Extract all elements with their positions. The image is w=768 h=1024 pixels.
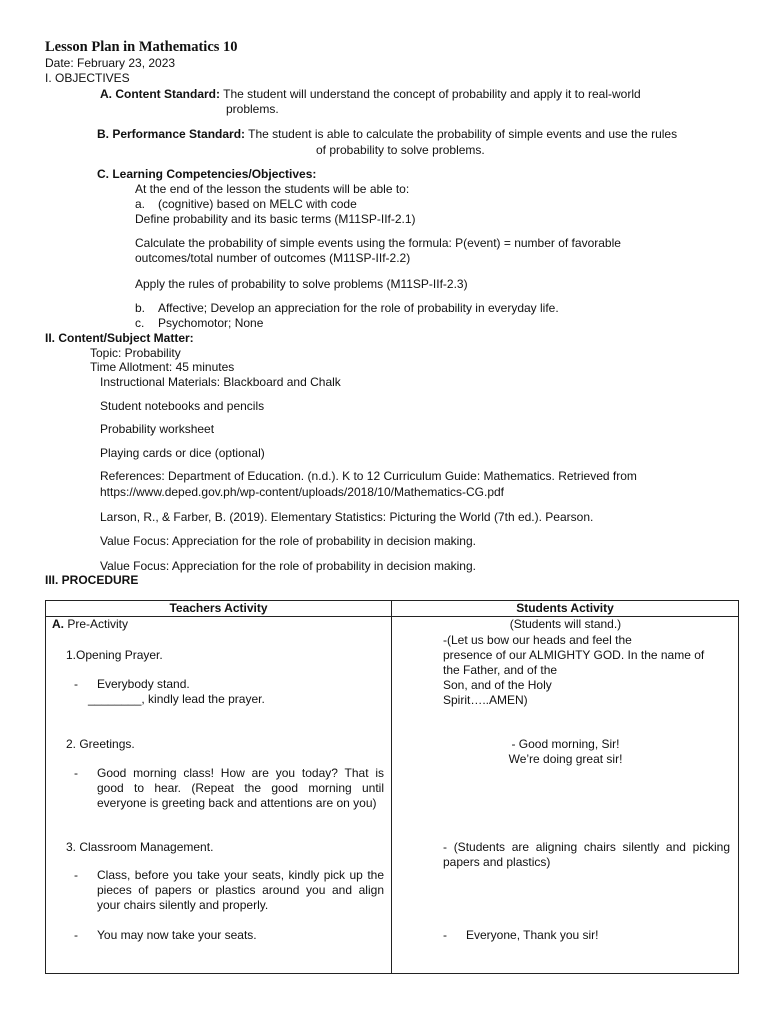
value-focus-1: Value Focus: Appreciation for the role of probability in decision making. [100, 534, 476, 548]
bullet-dash: - [74, 868, 78, 882]
prayer-line-1: -(Let us bow our heads and feel the [443, 633, 632, 647]
bullet-dash: - [443, 928, 447, 942]
topic: Topic: Probability [90, 346, 181, 360]
objectives-heading: I. OBJECTIVES [45, 71, 130, 85]
greeting-instructions: Good morning class! How are you today? That is good to hear. (Repeat the good morning until everyone is greeting back and attentions are on you) [97, 766, 384, 810]
performance-standard-text: The student is able to calculate the probability of simple events and use the rules [245, 127, 678, 141]
students-aligning: - (Students are aligning chairs silently and picking papers and plastics) [443, 840, 730, 869]
bullet-dash: - [74, 766, 78, 780]
classroom-management: 3. Classroom Management. [66, 840, 214, 854]
objective-b-text: Affective; Develop an appreciation for the role of probability in everyday life. [158, 301, 559, 315]
take-seats: You may now take your seats. [97, 928, 257, 942]
instructional-materials: Instructional Materials: Blackboard and Chalk [100, 375, 341, 389]
objective-c-marker: c. [135, 316, 145, 330]
lesson-date: Date: February 23, 2023 [45, 56, 176, 70]
material-worksheet: Probability worksheet [100, 422, 215, 436]
classroom-instructions: Class, before you take your seats, kindly pick up the pieces of papers or plastics around you and align your chairs silently and properly. [97, 868, 384, 912]
students-stand: (Students will stand.) [509, 617, 622, 631]
pre-activity: A. Pre-Activity [52, 617, 129, 631]
competencies-intro: At the end of the lesson the students will be able to: [135, 182, 410, 196]
procedure-table [45, 600, 739, 974]
objective-a-marker: a. [135, 197, 146, 211]
objective-3: Apply the rules of probability to solve problems (M11SP-IIf-2.3) [135, 277, 468, 291]
content-standard-line [100, 87, 641, 102]
reference-1-link: https://www.deped.gov.ph/wp-content/uploads/2018/10/Mathematics-CG.pdf [100, 485, 505, 499]
prayer-line-3: the Father, and of the [443, 663, 558, 677]
student-greeting-1: - Good morning, Sir! [511, 737, 620, 751]
content-heading: II. Content/Subject Matter: [45, 331, 194, 345]
prayer-line-2: presence of our ALMIGHTY GOD. In the name of [443, 648, 705, 662]
everybody-stand: Everybody stand. [97, 677, 190, 691]
bullet-dash: - [74, 928, 78, 942]
objective-1: Define probability and its basic terms (M11SP-IIf-2.1) [135, 212, 416, 226]
student-greeting-2: We’re doing great sir! [508, 752, 623, 766]
reference-1-line1: References: Department of Education. (n.d.). K to 12 Curriculum Guide: Mathematics. Retrieved from [100, 469, 637, 483]
material-notebooks: Student notebooks and pencils [100, 399, 265, 413]
content-standard-text: The student will understand the concept of probability and apply it to real-world [220, 87, 641, 101]
teacher-cell [46, 617, 392, 974]
performance-standard-label: B. Performance Standard: [97, 127, 246, 141]
competencies-label: C. Learning Competencies/Objectives: [97, 167, 317, 181]
greetings: 2. Greetings. [66, 737, 135, 751]
objective-2-line2: outcomes/total number of outcomes (M11SP-IIf-2.2) [135, 251, 411, 265]
document-title: Lesson Plan in Mathematics 10 [45, 39, 238, 55]
objective-b-marker: b. [135, 301, 146, 315]
prayer-line-4: Son, and of the Holy [443, 678, 552, 692]
student-cell [392, 617, 739, 974]
student-column-header: Students Activity [392, 601, 739, 617]
procedure-heading: III. PROCEDURE [45, 573, 139, 587]
content-standard-continued: problems. [226, 102, 279, 116]
objective-a-text: (cognitive) based on MELC with code [158, 197, 357, 211]
prayer-line-5: Spirit…..AMEN) [443, 693, 528, 707]
performance-standard-continued: of probability to solve problems. [316, 143, 485, 157]
objective-c-text: Psychomotor; None [158, 316, 264, 330]
lead-prayer: ________, kindly lead the prayer. [88, 692, 265, 706]
objective-2-line1: Calculate the probability of simple events using the formula: P(event) = number of favorable [135, 236, 621, 250]
value-focus-2: Value Focus: Appreciation for the role of probability in decision making. [100, 559, 476, 573]
reference-2: Larson, R., & Farber, B. (2019). Elementary Statistics: Picturing the World (7th ed.). Pearson. [100, 510, 594, 524]
teacher-column-header: Teachers Activity [46, 601, 392, 617]
performance-standard-line [97, 127, 677, 142]
content-standard-label: A. Content Standard: [100, 87, 220, 101]
bullet-dash: - [74, 677, 78, 691]
opening-prayer: 1.Opening Prayer. [66, 648, 163, 662]
students-thanks: Everyone, Thank you sir! [466, 928, 599, 942]
material-cards: Playing cards or dice (optional) [100, 446, 265, 460]
time-allotment: Time Allotment: 45 minutes [90, 360, 235, 374]
